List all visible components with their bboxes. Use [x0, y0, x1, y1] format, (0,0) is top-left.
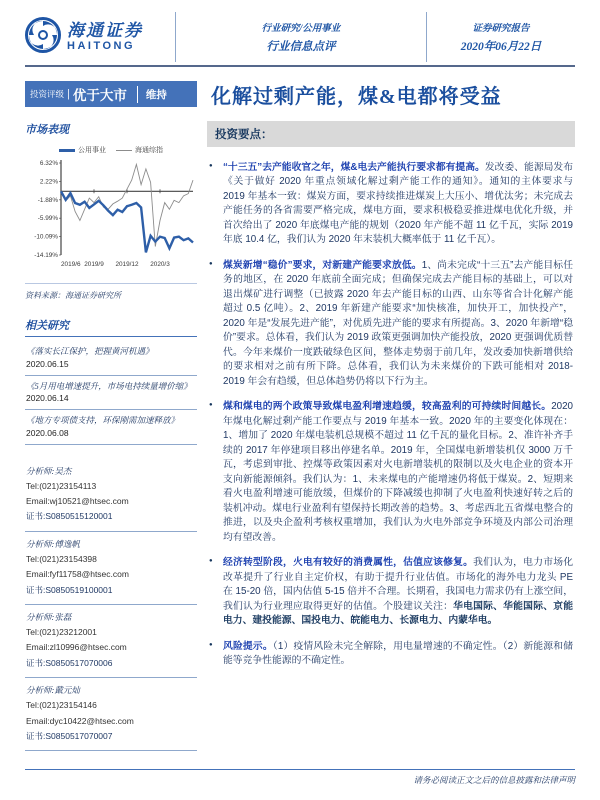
analyst-tel: Tel:(021)23154146	[26, 700, 97, 711]
related-title: 《5月用电增速提升，市场电持续量增价缩》	[26, 380, 192, 391]
key-point-lead: 煤炭新增“稳价”要求，对新建产能要求放低。	[223, 259, 422, 271]
main-content	[207, 121, 575, 751]
page-title: 化解过剩产能，煤&电都将受益	[211, 85, 502, 108]
legend-swatch-utilities	[59, 149, 75, 152]
legend-swatch-index	[116, 150, 132, 151]
chart-legend	[25, 145, 197, 155]
key-point-body: 2020 年煤电化解过剩产能工作要点与 2019 年基本一致。2020 年的主要变化体现在：1、增加了 2020 年煤电装机总规模不超过 11 亿千瓦的量化目标。2、准许补齐手续的 2017 年停建项目移出停建名单。2019 年，全国煤电新增装机仅 3000 万千瓦，考虑到审批、控煤等政策因素对火电新增装机的限制以及火电企业的资本开支向新能源倾斜。我们认为：1、未来煤电的产能增速仍将低于煤炭。2、短期来看火电盈利增速可能放缓，但煤价的下降减缓也抑制了火电盈利快速好转之后的装机冲动。煤电行业盈利有望保持长期改善的趋势。3、考虑西北五省煤电整合的推进，以及央企盈利考核权重增加，我们认为火电外部竞争环境及内部公司治理均有望改善。	[223, 401, 573, 543]
svg-text:2019/6: 2019/6	[61, 261, 81, 268]
svg-text:-5.99%: -5.99%	[37, 215, 58, 223]
svg-text:6.32%: 6.32%	[39, 160, 58, 167]
svg-text:2019/9: 2019/9	[84, 261, 104, 268]
brand-block	[25, 12, 175, 62]
related-research-item	[25, 376, 197, 411]
rating-label: 投资评级	[30, 89, 65, 99]
header-industry-block	[175, 12, 427, 62]
related-research-heading: 相关研究	[25, 317, 197, 337]
title-row	[25, 79, 575, 109]
brand-name-cn: 海通证券	[67, 21, 143, 40]
key-points-list	[207, 161, 575, 669]
key-point-item	[223, 161, 573, 248]
brand-name-en: HAITONG	[67, 40, 136, 52]
chart-source: 资料来源：海通证券研究所	[25, 283, 197, 301]
analyst-block	[25, 532, 197, 605]
key-point-lead: 经济转型阶段，火电有较好的消费属性，估值应该修复。	[223, 557, 474, 569]
analyst-email: Email:wj10521@htsec.com	[26, 496, 129, 507]
legend-item-utilities	[59, 145, 106, 155]
analyst-cert: 证书:S0850515120001	[26, 511, 113, 522]
key-point-body: （1）疫情风险未完全解除，用电量增速的不确定性。（2）新能源和储能等竞争性能源的不确定性。	[223, 640, 573, 667]
key-point-item	[223, 556, 573, 628]
analyst-name: 分析师:张磊	[26, 611, 72, 622]
key-point-body: 我们认为，电力市场化改革提升了行业自主定价权，有助于提升行业估值。市场化的海外电力龙头 PE 在 15-20 倍，国内估值 5-15 倍并不合理。长期看，我国电力需求仍有上涨空间，我们认为行业理应取得更好的估值。个股建议关注：	[223, 557, 574, 612]
analyst-email: Email:zl10996@htsec.com	[26, 642, 127, 653]
svg-text:2019/12: 2019/12	[115, 261, 139, 268]
related-date: 2020.06.08	[26, 427, 69, 438]
performance-line-chart	[25, 155, 197, 277]
rating-separator: |	[67, 88, 70, 100]
analyst-tel: Tel:(021)23154113	[26, 480, 97, 491]
report-header	[25, 0, 575, 62]
related-title: 《落实长江保护，把握黄河机遇》	[26, 346, 154, 356]
market-performance-heading: 市场表现	[25, 124, 69, 136]
rating-status: 维持	[145, 88, 167, 101]
sidebar	[25, 121, 197, 751]
key-point-item	[223, 259, 573, 389]
analyst-cert: 证书:S0850517070007	[26, 730, 113, 741]
brand-name	[67, 22, 143, 52]
analyst-name: 分析师:傅逸帆	[26, 538, 80, 549]
key-point-item	[223, 400, 573, 545]
analyst-block	[25, 459, 197, 532]
related-research-section	[25, 317, 197, 445]
related-title: 《地方专项债支持，环保刚需加速释放》	[26, 415, 180, 425]
report-date: 2020年06月22日	[460, 41, 542, 53]
analyst-cert: 证书:S0850517070006	[26, 657, 113, 668]
investment-rating-badge	[25, 81, 197, 107]
analyst-tel: Tel:(021)23154398	[26, 553, 97, 564]
rating-value: 优于大市	[72, 88, 127, 103]
svg-text:-10.09%: -10.09%	[34, 233, 58, 241]
key-point-body: 发改委、能源局发布《关于做好 2020 年重点领域化解过剩产能工作的通知》。通知的主体要求与 2019 年基本一致：煤炭方面，要求持续推进煤炭上大压小、增优汰劣；未完成去产能任务的各省需要严格完成，煤电方面，要求积极稳妥推进煤电优化升级，并首次给出了 2020 年底煤电产能的规划（2020 年产能不超 11 亿千瓦，实际 2019 年底 10.4 亿，我们认为 2020 年末装机大概率低于 11 亿千瓦）。	[223, 162, 574, 246]
key-point-lead: “十三五”去产能收官之年，煤&电去产能执行要求都有提高。	[223, 162, 485, 173]
key-point-body: 1、尚未完成“十三五”去产能目标任务的地区，在 2020 年底前全面完成；但确保完成去产能目标的基础上，可以对退出煤矿进行调整（已披露 2020 年去产能目标的山西、山东等省合计化解产能超过 0.5 亿吨）。2、2019 年新建产能要求“加快核准，加快开工，加快投产”，2020 年是“发展先进产能”，对优质先进产能的要求有所提高。3、2020 年新增“稳价”要求。总体看，我们认为 2019 政策更强调加快产能投放，2020 更强调优质替代。今年来煤价一度跌破绿色区间，整体走势弱于前几年，发改委加快新增供给的要求相对之前有所下降。总体看，我们认为未来煤价的下跌可能相对 2018-2019 年会有趋缓，但总体趋势仍将以下行为主。	[223, 259, 573, 387]
report-type: 行业信息点评	[266, 41, 336, 53]
haitong-logo-icon	[25, 17, 61, 58]
industry-category: 行业研究/公用事业	[261, 24, 341, 34]
recommended-stocks: 华电国际、华能国际、京能电力、建投能源、国投电力、皖能电力、长源电力、内蒙华电。	[223, 600, 574, 627]
key-point-lead: 风险提示。	[223, 640, 273, 652]
related-date: 2020.06.15	[26, 358, 69, 369]
svg-text:2.22%: 2.22%	[39, 178, 58, 186]
legend-label-index: 海通综指	[135, 147, 163, 154]
analyst-name: 分析师:吴杰	[26, 465, 72, 476]
analyst-email: Email:dyc10422@htsec.com	[26, 715, 134, 726]
analyst-email: Email:fyf11758@htsec.com	[26, 569, 129, 580]
header-date-block	[427, 12, 575, 62]
related-research-item	[25, 410, 197, 445]
related-date: 2020.06.14	[26, 393, 69, 404]
key-point-lead: 煤和煤电的两个政策导致煤电盈利增速趋缓，较高盈利的可持续时间越长。	[223, 401, 552, 413]
market-performance-chart	[25, 145, 197, 277]
legend-label-utilities: 公用事业	[78, 147, 106, 154]
legend-item-index	[116, 145, 163, 155]
report-category: 证券研究报告	[472, 24, 530, 34]
analyst-block	[25, 678, 197, 751]
analyst-block	[25, 605, 197, 678]
svg-text:-1.88%: -1.88%	[37, 196, 58, 204]
analyst-tel: Tel:(021)23212001	[26, 627, 97, 638]
analyst-name: 分析师:戴元灿	[26, 685, 80, 696]
disclaimer-footer: 请务必阅读正文之后的信息披露和法律声明	[25, 769, 575, 786]
rating-divider	[137, 86, 138, 103]
header-divider	[25, 65, 575, 67]
analyst-cert: 证书:S0850519100001	[26, 584, 113, 595]
related-research-item	[25, 341, 197, 376]
svg-text:2020/3: 2020/3	[150, 261, 170, 268]
key-point-item	[223, 640, 573, 669]
svg-text:-14.19%: -14.19%	[34, 252, 58, 259]
analyst-list	[25, 459, 197, 752]
key-points-heading: 投资要点：	[207, 121, 575, 147]
